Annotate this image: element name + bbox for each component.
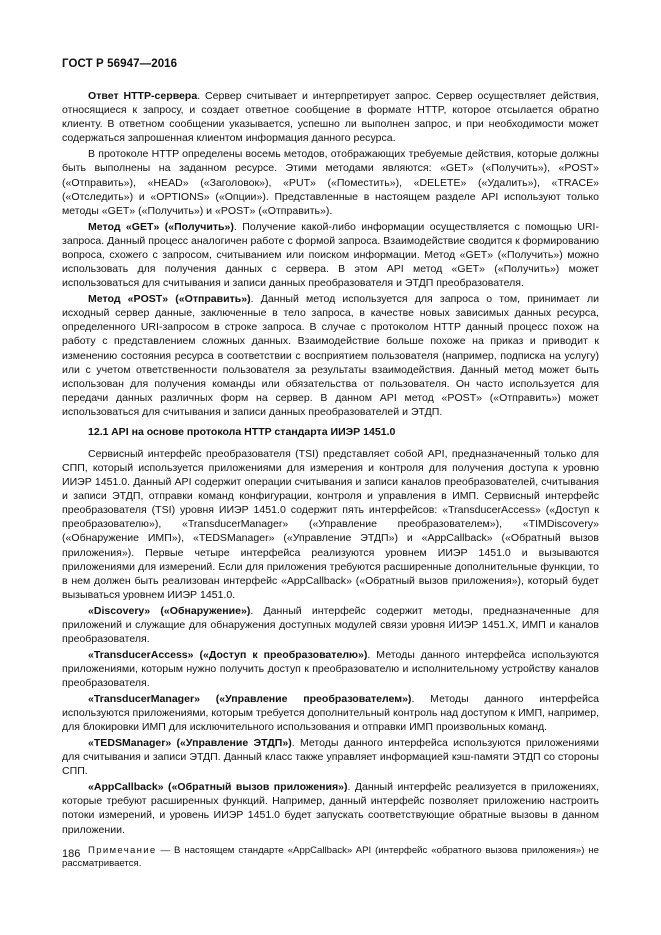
note-label: Примечание	[88, 844, 157, 856]
paragraph-app-callback: «AppCallback» («Обратный вызов приложения»). Данный интерфейс реализуется в приложениях, которые требуют расширенных функций. Например, данный интерфейс позволяет приложению настроить потоки измерений, и уровень ИИЭР 1451.0 будет запускать соответствующие обратные вызовы в данном приложении.	[62, 781, 600, 836]
term-discovery: «Discovery» («Обнаружение»)	[88, 604, 251, 617]
paragraph-post-method: Метод «POST» («Отправить»). Данный метод используется для запроса о том, принимает ли исходный сервер данные, заключенные в тело запроса, в качестве новых зависимых данных ресурса, определенного URI-запросом в строке запроса. В случае с протоколом HTTP данный процесс похож на работу с представлением сложных данных. Взаимодействие больше похоже на приказ и приводит к изменению состояния ресурса в соответствии с восприятием пользователя (например, подписка на услугу) или с учетом ответственности пользователя за результаты взаимодействия. Данный метод может быть использован для получения команды или обязательства от пользователя. Он часто используется для передачи данных различных форм на сервер. В данном API метод «POST» («Отправить») может использоваться для считывания и записи данных преобразователей и ЭТДП.	[62, 292, 600, 419]
paragraph-transducer-manager: «TransducerManager» («Управление преобразователем»). Методы данного интерфейса используются приложениями, которым требуется дополнительный контроль над доступом к ИМП, например, для блокировки ИМП для исключительного использования и отправки ИМП произвольных команд.	[62, 692, 599, 734]
paragraph-transducer-access: «TransducerAccess» («Доступ к преобразователю»). Методы данного интерфейса используются приложениями, которым нужно получить доступ к преобразователю и исполнительному устройству каналов преобразователя.	[62, 648, 599, 690]
note: Примечание — В настоящем стандарте «AppCallback» API (интерфейс «обратного вызова приложения») не рассматривается.	[62, 844, 599, 869]
term-post-method: Метод «POST» («Отправить»)	[88, 292, 251, 305]
term-transducer-access: «TransducerAccess» («Доступ к преобразователю»)	[88, 648, 368, 661]
paragraph-http-methods: В протоколе HTTP определены восемь методов, отображающих требуемые действия, которые должны быть выполнены на заданном ресурсе. Этими методами являются: «GET» («Получить»), «POST» («Отправить»), «HEAD» («Заголовок»), «PUT» («Поместить»), «DELETE» («Удалить»), «TRACE» («Отследить») и «OPTIONS» («Опции»). Представленные в настоящем разделе API используют только методы «GET» («Получить») и «POST» («Отправить»).	[62, 148, 599, 217]
term-http-response: Ответ HTTP-сервера	[88, 90, 198, 102]
document-body	[62, 89, 599, 871]
term-transducer-manager: «TransducerManager» («Управление преобразователем»)	[88, 692, 412, 705]
paragraph-teds-manager: «TEDSManager» («Управление ЭТДП»). Методы данного интерфейса используются приложениями для считывания и записи ЭТДП. Данный класс также управляет информацией кэш-памяти ЭТДП со стороны СПП.	[62, 737, 599, 778]
paragraph-http-response: Ответ HTTP-сервера. Сервер считывает и интерпретирует запрос. Сервер осуществляет действия, относящиеся к запросу, и создает ответное сообщение в формате HTTP, которое отсылается обратно клиенту. В ответном сообщении указывается, успешно ли выполнен запрос, и при необходимости может содержаться запрошенная клиентом информация данного ресурса.	[62, 90, 599, 145]
term-app-callback: «AppCallback» («Обратный вызов приложения»)	[88, 781, 348, 794]
paragraph-tsi: Сервисный интерфейс преобразователя (TSI) представляет собой API, предназначенный только для СПП, который используется приложениями для измерения и контроля для получения доступа к уровню ИИЭР 1451.0. Данный API содержит операции считывания и записи каналов преобразователей, считывания и записи ЭТДП, отправки команд конфигурации, контроля и управления в ИМП. Сервисный интерфейс преобразователя (TSI) уровня ИИЭР 1451.0 содержит пять интерфейсов: «TransducerAccess» («Доступ к преобразователю»), «TransducerManager» («Управление преобразователем»), «TIMDiscovery» («Обнаружение ИМП»), «TEDSManager» («Управление ЭТДП») и «AppCallback» («Обратный вызов приложения»). Первые четыре интерфейса реализуются уровнем ИИЭР 1451.0 и вызываются приложениями для измерений. Если для приложения требуются расширенные дополнительные функции, то в нем должен быть реализован интерфейс «AppCallback» («Обратный вызов приложения»), который будет вызываться уровнем ИИЭР 1451.0.	[62, 447, 599, 602]
document-header: ГОСТ Р 56947—2016	[62, 58, 178, 70]
paragraph-discovery: «Discovery» («Обнаружение»). Данный интерфейс содержит методы, предназначенные для приложений и служащие для обнаружения доступных модулей связи уровня ИИЭР 1451.X, ИМП и каналов преобразователя.	[62, 604, 599, 646]
paragraph-get-method: Метод «GET» («Получить»). Получение какой-либо информации осуществляется с помощью URI-запроса. Данный процесс аналогичен работе с формой запроса. Взаимодействие сводится к формированию вопроса, схожего с запросом, считыванием или поиском информации. Метод «GET» («Получить») можно использовать для получения данных с сервера. В этом API метод «GET» («Получить») может использоваться для считывания и записи данных преобразователя и ЭТДП преобразователя.	[62, 220, 599, 290]
term-teds-manager: «TEDSManager» («Управление ЭТДП»)	[88, 737, 292, 750]
term-get-method: Метод «GET» («Получить»)	[88, 220, 234, 233]
page-number: 186	[62, 848, 81, 860]
section-heading: 12.1 API на основе протокола HTTP стандарта ИИЭР 1451.0	[88, 426, 396, 439]
